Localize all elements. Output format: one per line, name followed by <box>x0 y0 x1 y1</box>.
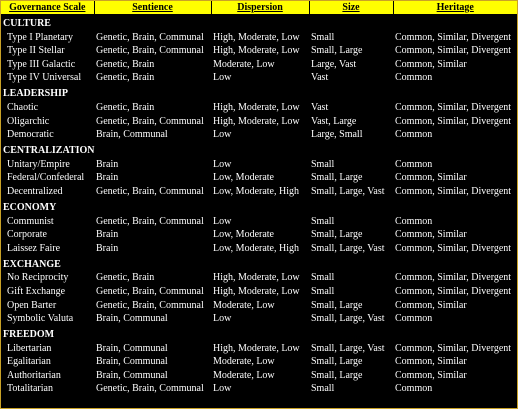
cell-sentience: Genetic, Brain, Communal <box>96 299 204 311</box>
cell-heritage: Common <box>395 383 433 395</box>
header-heritage: Heritage <box>393 1 517 14</box>
cell-heritage: Common, Similar, Divergent <box>395 342 512 354</box>
cell-sentience: Genetic, Brain <box>96 58 155 70</box>
cell-governance-scale: Libertarian <box>7 342 52 354</box>
cell-size: Vast <box>311 72 329 84</box>
cell-governance-scale: Type III Galactic <box>7 58 76 70</box>
cell-heritage: Common, Similar <box>395 356 467 368</box>
cell-dispersion: Moderate, Low <box>213 58 275 70</box>
header-size: Size <box>309 1 393 14</box>
cell-sentience: Genetic, Brain, Communal <box>96 31 204 43</box>
cell-sentience: Genetic, Brain <box>96 272 155 284</box>
cell-heritage: Common, Similar, Divergent <box>395 115 512 127</box>
cell-sentience: Genetic, Brain <box>96 72 155 84</box>
table-row <box>1 341 517 355</box>
table-row <box>1 312 517 326</box>
cell-heritage: Common <box>395 129 433 141</box>
cell-size: Small <box>311 285 335 297</box>
header-governance-scale: Governance Scale <box>1 1 94 14</box>
cell-size: Small <box>311 158 335 170</box>
section-row <box>1 84 517 100</box>
cell-size: Large, Small <box>311 129 363 141</box>
cell-governance-scale: Decentralized <box>7 185 63 197</box>
cell-size: Vast, Large <box>311 115 357 127</box>
table-row <box>1 284 517 298</box>
cell-governance-scale: Chaotic <box>7 101 39 113</box>
table-row <box>1 100 517 114</box>
table-row <box>1 355 517 369</box>
cell-dispersion: Low, Moderate <box>213 172 274 184</box>
cell-size: Small <box>311 215 335 227</box>
cell-heritage: Common <box>395 72 433 84</box>
section-row <box>1 325 517 341</box>
cell-sentience: Brain <box>96 229 119 241</box>
table-row <box>1 30 517 44</box>
cell-sentience: Brain, Communal <box>96 369 168 381</box>
cell-dispersion: High, Moderate, Low <box>213 101 300 113</box>
cell-dispersion: High, Moderate, Low <box>213 342 300 354</box>
cell-governance-scale: Communist <box>7 215 54 227</box>
cell-dispersion: High, Moderate, Low <box>213 115 300 127</box>
section-title: FREEDOM <box>3 329 55 341</box>
cell-dispersion: High, Moderate, Low <box>213 31 300 43</box>
cell-dispersion: Low <box>213 313 232 325</box>
header-dispersion: Dispersion <box>211 1 309 14</box>
cell-dispersion: High, Moderate, Low <box>213 272 300 284</box>
cell-heritage: Common, Similar, Divergent <box>395 101 512 113</box>
cell-sentience: Brain, Communal <box>96 342 168 354</box>
table-row <box>1 57 517 71</box>
table-row <box>1 368 517 382</box>
cell-size: Small, Large, Vast <box>311 185 385 197</box>
table-row <box>1 214 517 228</box>
cell-sentience: Brain <box>96 242 119 254</box>
cell-sentience: Brain, Communal <box>96 313 168 325</box>
table-row <box>1 271 517 285</box>
cell-governance-scale: Authoritarian <box>7 369 61 381</box>
cell-heritage: Common, Similar <box>395 229 467 241</box>
table-row <box>1 184 517 198</box>
cell-governance-scale: Unitary/Empire <box>7 158 70 170</box>
cell-dispersion: High, Moderate, Low <box>213 45 300 57</box>
cell-heritage: Common, Similar <box>395 172 467 184</box>
table-row <box>1 228 517 242</box>
cell-sentience: Genetic, Brain, Communal <box>96 185 204 197</box>
cell-heritage: Common <box>395 313 433 325</box>
cell-governance-scale: Egalitarian <box>7 356 51 368</box>
section-row <box>1 198 517 214</box>
cell-dispersion: Low <box>213 72 232 84</box>
cell-governance-scale: Type II Stellar <box>7 45 65 57</box>
section-title: LEADERSHIP <box>3 88 69 100</box>
section-row <box>1 141 517 157</box>
table-body <box>1 14 517 395</box>
section-row <box>1 255 517 271</box>
cell-sentience: Brain <box>96 158 119 170</box>
cell-size: Small, Large, Vast <box>311 342 385 354</box>
cell-dispersion: Low, Moderate, High <box>213 242 299 254</box>
cell-governance-scale: Type IV Universal <box>7 72 82 84</box>
cell-size: Small <box>311 31 335 43</box>
cell-dispersion: Moderate, Low <box>213 369 275 381</box>
cell-size: Vast <box>311 101 329 113</box>
cell-governance-scale: Corporate <box>7 229 47 241</box>
cell-sentience: Genetic, Brain, Communal <box>96 115 204 127</box>
cell-dispersion: Low <box>213 383 232 395</box>
cell-heritage: Common, Similar <box>395 369 467 381</box>
cell-size: Small <box>311 383 335 395</box>
table-row <box>1 241 517 255</box>
table-row <box>1 71 517 85</box>
cell-governance-scale: Gift Exchange <box>7 285 66 297</box>
section-row <box>1 14 517 30</box>
cell-dispersion: Moderate, Low <box>213 356 275 368</box>
cell-size: Small, Large <box>311 229 363 241</box>
cell-heritage: Common, Similar, Divergent <box>395 45 512 57</box>
cell-dispersion: Low, Moderate, High <box>213 185 299 197</box>
cell-dispersion: Low <box>213 215 232 227</box>
section-title: EXCHANGE <box>3 258 61 270</box>
section-title: ECONOMY <box>3 201 57 213</box>
cell-heritage: Common, Similar, Divergent <box>395 185 512 197</box>
cell-heritage: Common, Similar, Divergent <box>395 31 512 43</box>
cell-heritage: Common <box>395 215 433 227</box>
cell-dispersion: Low <box>213 129 232 141</box>
table-row <box>1 382 517 396</box>
cell-size: Small, Large, Vast <box>311 313 385 325</box>
cell-dispersion: Low, Moderate <box>213 229 274 241</box>
cell-size: Small, Large <box>311 45 363 57</box>
cell-size: Small, Large <box>311 299 363 311</box>
cell-sentience: Brain <box>96 172 119 184</box>
cell-sentience: Genetic, Brain, Communal <box>96 383 204 395</box>
header-sentience: Sentience <box>94 1 211 14</box>
cell-sentience: Genetic, Brain, Communal <box>96 215 204 227</box>
cell-heritage: Common <box>395 158 433 170</box>
cell-dispersion: Moderate, Low <box>213 299 275 311</box>
table-row <box>1 157 517 171</box>
cell-governance-scale: Federal/Confederal <box>7 172 85 184</box>
cell-sentience: Genetic, Brain, Communal <box>96 285 204 297</box>
cell-heritage: Common, Similar <box>395 299 467 311</box>
cell-sentience: Genetic, Brain, Communal <box>96 45 204 57</box>
cell-heritage: Common, Similar, Divergent <box>395 285 512 297</box>
cell-dispersion: High, Moderate, Low <box>213 285 300 297</box>
cell-governance-scale: Laissez Faire <box>7 242 61 254</box>
table-row <box>1 128 517 142</box>
table-row <box>1 298 517 312</box>
cell-size: Small, Large <box>311 356 363 368</box>
cell-heritage: Common, Similar, Divergent <box>395 242 512 254</box>
header-row <box>1 1 517 14</box>
table-row <box>1 114 517 128</box>
cell-governance-scale: Open Barter <box>7 299 57 311</box>
section-title: CENTRALIZATION <box>3 145 95 157</box>
table-row <box>1 171 517 185</box>
cell-sentience: Brain, Communal <box>96 129 168 141</box>
table-row <box>1 44 517 58</box>
cell-size: Small, Large <box>311 369 363 381</box>
cell-governance-scale: Democratic <box>7 129 54 141</box>
cell-heritage: Common, Similar, Divergent <box>395 272 512 284</box>
governance-table <box>1 1 517 395</box>
cell-governance-scale: Totalitarian <box>7 383 53 395</box>
cell-governance-scale: Type I Planetary <box>7 31 73 43</box>
cell-size: Small, Large, Vast <box>311 242 385 254</box>
cell-size: Large, Vast <box>311 58 357 70</box>
cell-governance-scale: Symbolic Valuta <box>7 313 74 325</box>
cell-sentience: Genetic, Brain <box>96 101 155 113</box>
cell-size: Small, Large <box>311 172 363 184</box>
cell-governance-scale: No Reciprocity <box>7 272 69 284</box>
cell-size: Small <box>311 272 335 284</box>
cell-sentience: Brain, Communal <box>96 356 168 368</box>
cell-heritage: Common, Similar <box>395 58 467 70</box>
section-title: CULTURE <box>3 18 51 29</box>
cell-governance-scale: Oligarchic <box>7 115 50 127</box>
cell-dispersion: Low <box>213 158 232 170</box>
